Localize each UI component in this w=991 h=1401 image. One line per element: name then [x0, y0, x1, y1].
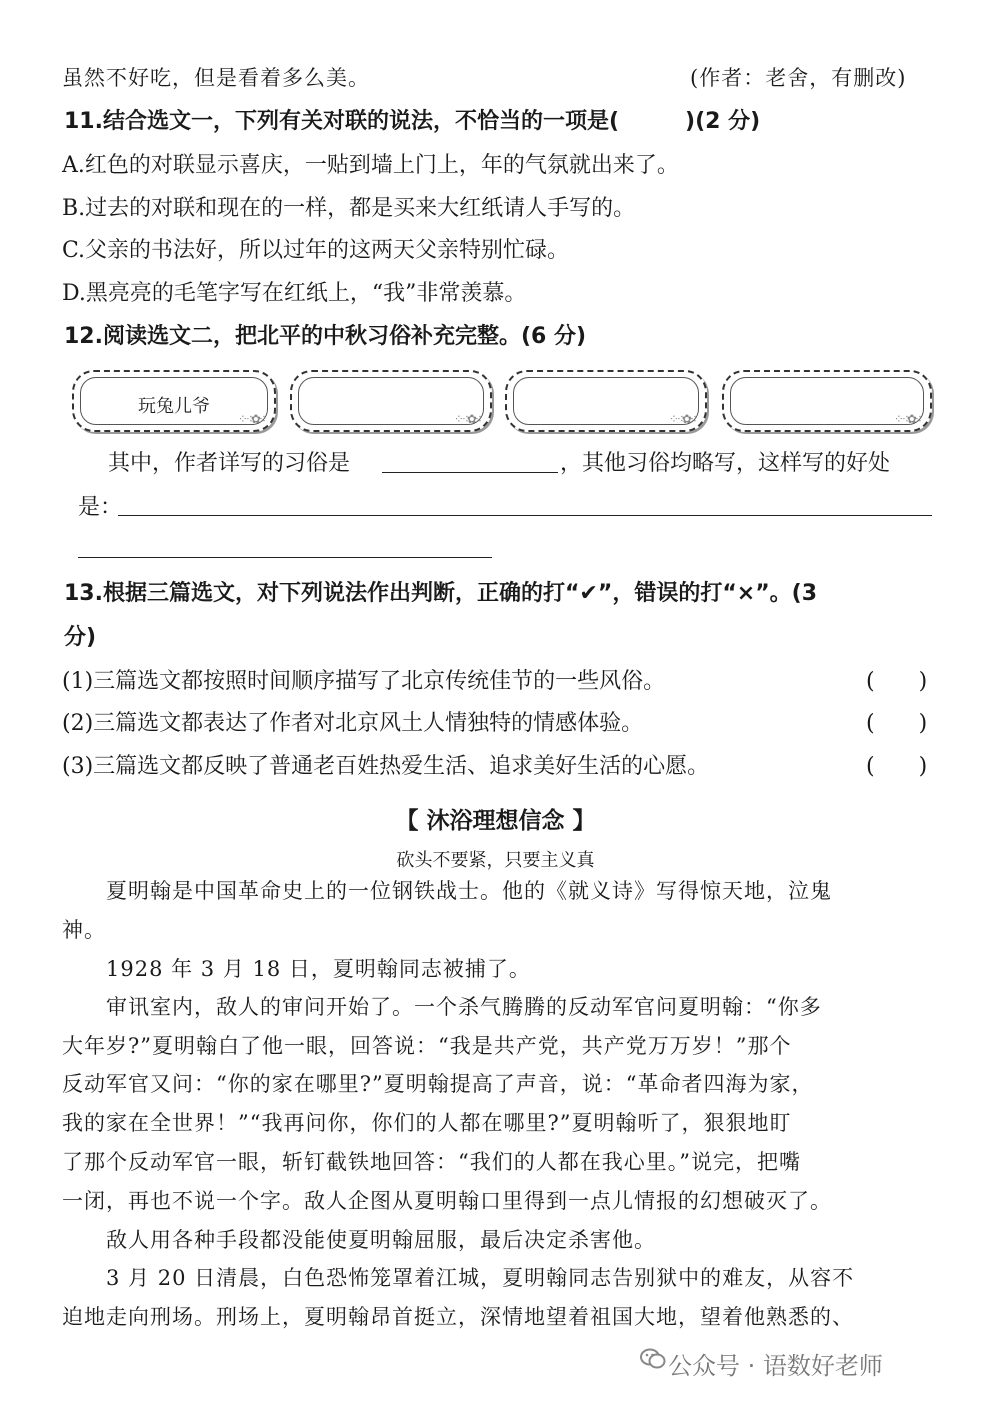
- story-line-6: 反动军官又问：“你的家在哪里?”夏明翰提高了声音，说：“革命者四海为家，: [62, 1072, 814, 1096]
- leaf-decoration-icon: ⁘⁖✿⁖: [893, 412, 920, 426]
- q11-option-c[interactable]: C.父亲的书法好，所以过年的这两天父亲特别忙碌。: [62, 238, 570, 263]
- q12-detailed-custom-blank[interactable]: [382, 472, 558, 473]
- story-line-7: 我的家在全世界！”“我再问你，你们的人都在哪里?”夏明翰听了，狠狠地盯: [62, 1111, 792, 1135]
- q12-line1-part2: ，其他习俗均略写，这样写的好处: [560, 451, 891, 476]
- story-title: 砍头不要紧，只要主义真: [396, 850, 595, 871]
- story-line-12: 迫地走向刑场。刑场上，夏明翰昂首挺立，深情地望着祖国大地，望着他熟悉的、: [62, 1305, 854, 1329]
- custom-box-1-text: 玩兔儿爷: [138, 396, 210, 417]
- wechat-icon: [640, 1348, 666, 1370]
- q13-item-2: (2)三篇选文都表达了作者对北京风土人情独特的情感体验。: [62, 711, 644, 736]
- story-line-11: 3 月 20 日清晨，白色恐怖笼罩着江城，夏明翰同志告别狱中的难友，从容不: [62, 1266, 855, 1290]
- story-line-3: 1928 年 3 月 18 日，夏明翰同志被捕了。: [62, 957, 531, 981]
- author-note: (作者：老舍，有删改): [690, 66, 907, 90]
- custom-box-2[interactable]: [290, 370, 492, 432]
- story-line-1: 夏明翰是中国革命史上的一位钢铁战士。他的《就义诗》写得惊天地，泣鬼: [62, 879, 832, 903]
- passage-closing-line: 虽然不好吃，但是看着多么美。: [62, 66, 370, 90]
- question-13-title-line2: 分): [64, 625, 97, 650]
- q12-benefit-blank-1[interactable]: [118, 515, 932, 516]
- question-11-title: 11.结合选文一，下列有关对联的说法，不恰当的一项是( )(2 分): [64, 109, 761, 134]
- q12-line1-part1: 其中，作者详写的习俗是: [108, 451, 351, 476]
- leaf-decoration-icon: ⁘⁖✿⁖: [237, 412, 264, 426]
- custom-box-4[interactable]: [722, 370, 932, 432]
- section-heading: 【 沐浴理想信念 】: [395, 808, 596, 834]
- leaf-decoration-icon: ⁘⁖✿⁖: [453, 412, 480, 426]
- q11-option-b[interactable]: B.过去的对联和现在的一样，都是买来大红纸请人手写的。: [62, 196, 636, 221]
- question-12-title: 12.阅读选文二，把北平的中秋习俗补充完整。(6 分): [64, 324, 587, 349]
- q12-benefit-blank-2[interactable]: [78, 557, 492, 558]
- custom-box-1: [72, 370, 276, 432]
- custom-box-3[interactable]: [505, 370, 707, 432]
- q13-item-1: (1)三篇选文都按照时间顺序描写了北京传统佳节的一些风俗。: [62, 669, 666, 694]
- story-line-4: 审讯室内，敌人的审问开始了。一个杀气腾腾的反动军官问夏明翰：“你多: [62, 995, 822, 1019]
- story-line-5: 大年岁?”夏明翰白了他一眼，回答说：“我是共产党，共产党万万岁！”那个: [62, 1034, 792, 1058]
- watermark-text: 公众号 · 语数好老师: [668, 1352, 883, 1380]
- q13-item-2-answer[interactable]: ( ): [866, 711, 928, 736]
- q13-item-3-answer[interactable]: ( ): [866, 754, 928, 779]
- question-13-title-line1: 13.根据三篇选文，对下列说法作出判断，正确的打“✔”，错误的打“×”。(3: [64, 581, 818, 606]
- q13-item-1-answer[interactable]: ( ): [866, 669, 928, 694]
- leaf-decoration-icon: ⁘⁖✿⁖: [668, 412, 695, 426]
- q11-option-d[interactable]: D.黑亮亮的毛笔字写在红纸上，“我”非常羡慕。: [62, 281, 527, 306]
- q12-line2-label: 是：: [78, 495, 123, 520]
- q11-option-a[interactable]: A.红色的对联显示喜庆，一贴到墙上门上，年的气氛就出来了。: [62, 153, 679, 178]
- q13-item-3: (3)三篇选文都反映了普通老百姓热爱生活、追求美好生活的心愿。: [62, 754, 710, 779]
- story-line-8: 了那个反动军官一眼，斩钉截铁地回答：“我们的人都在我心里。”说完，把嘴: [62, 1150, 801, 1174]
- story-line-2: 神。: [62, 918, 106, 942]
- story-line-10: 敌人用各种手段都没能使夏明翰屈服，最后决定杀害他。: [62, 1228, 656, 1252]
- story-line-9: 一闭，再也不说一个字。敌人企图从夏明翰口里得到一点儿情报的幻想破灭了。: [62, 1189, 832, 1213]
